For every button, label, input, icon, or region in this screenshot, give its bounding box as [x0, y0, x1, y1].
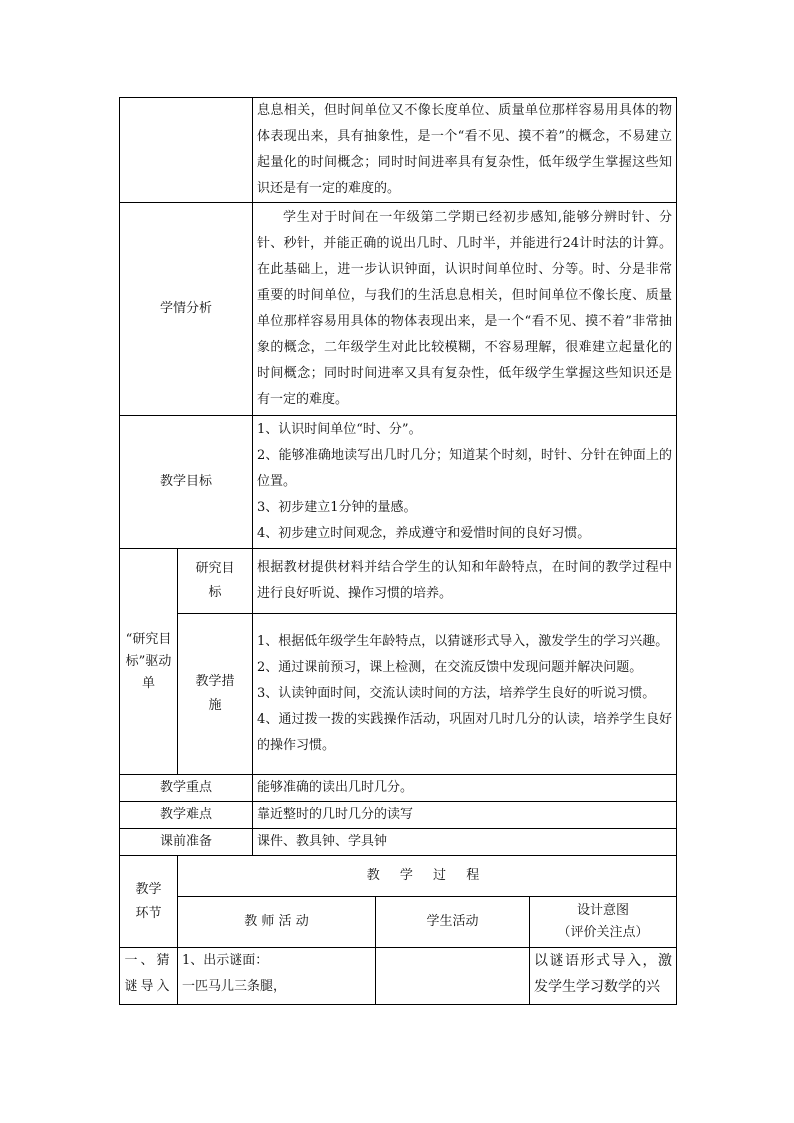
mubiao-row [120, 416, 677, 549]
col-design-note: （评价关注点） [557, 925, 649, 940]
col-design-title: 设计意图 [576, 903, 629, 918]
intro-label-cell [120, 98, 253, 203]
stage1-row [120, 948, 677, 1005]
stage1-teacher [178, 948, 376, 1005]
zhongdian-text: 能够准确的读出几时几分。 [253, 775, 677, 802]
yanjiu-measures-list [253, 614, 677, 775]
yanjiu-target-label: 研究目标 [178, 549, 253, 614]
stage1-student [376, 948, 530, 1005]
process-title-row [120, 856, 677, 897]
yanjiu-label: “研究目标”驱动单 [120, 549, 178, 775]
process-title: 教 学 过 程 [178, 856, 677, 897]
nandian-text: 靠近整时的几时几分的读写 [253, 802, 677, 829]
process-columns-row [120, 897, 677, 948]
stage1-design: 以谜语形式导入，激发学生学习数学的兴 [530, 948, 677, 1005]
lesson-plan-table [119, 97, 677, 1005]
intro-continuation-row [120, 98, 677, 203]
mubiao-item: 3、初步建立1分钟的量感。 [257, 500, 417, 515]
xueqing-label: 学情分析 [120, 203, 253, 416]
zhunbei-row [120, 829, 677, 856]
stage-header: 教学环节 [120, 856, 178, 948]
mubiao-item: 4、初步建立时间观念，养成遵守和爱惜时间的良好习惯。 [257, 526, 591, 541]
measure-item: 3、认读钟面时间，交流认读时间的方法，培养学生良好的听说习惯。 [257, 686, 656, 701]
measure-item: 4、通过拨一拨的实践操作活动，巩固对几时几分的认读，培养学生良好的操作习惯。 [257, 712, 672, 753]
stage1-teacher-line: 1、出示谜面： [182, 953, 269, 968]
yanjiu-measures-row [120, 614, 677, 775]
measure-item: 1、根据低年级学生年龄特点，以猜谜形式导入，激发学生的学习兴趣。 [257, 634, 669, 649]
zhongdian-label: 教学重点 [120, 775, 253, 802]
nandian-row [120, 802, 677, 829]
nandian-label: 教学难点 [120, 802, 253, 829]
yanjiu-measures-label: 教学措施 [178, 614, 253, 775]
stage1-name: 一、猜谜导入 [120, 948, 178, 1005]
col-student: 学生活动 [376, 897, 530, 948]
mubiao-list [253, 416, 677, 549]
mubiao-label: 教学目标 [120, 416, 253, 549]
mubiao-item: 1、认识时间单位“时、分”。 [257, 422, 422, 437]
yanjiu-target-row [120, 549, 677, 614]
col-teacher: 教 师 活 动 [178, 897, 376, 948]
measure-item: 2、通过课前预习，课上检测，在交流反馈中发现问题并解决问题。 [257, 660, 643, 675]
xueqing-row [120, 203, 677, 416]
col-design [530, 897, 677, 948]
xueqing-text: 学生对于时间在一年级第二学期已经初步感知,能够分辨时针、分针、秒针，并能正确的说出几时、几时半，并能进行24计时法的计算。在此基础上，进一步认识钟面，认识时间单位时、分等。时、分是非常重要的时间单位，与我们的生活息息相关，但时间单位不像长度、质量单位那样容易用具体的物体表现出来，是一个“看不见、摸不着”非常抽象的概念，二年级学生对此比较模糊，不容易理解，很难建立起量化的时间概念；同时时间进率又具有复杂性，低年级学生掌握这些知识还是有一定的难度。 [253, 203, 677, 416]
zhunbei-label: 课前准备 [120, 829, 253, 856]
zhongdian-row [120, 775, 677, 802]
stage1-teacher-line: 一匹马儿三条腿， [182, 979, 287, 994]
mubiao-item: 2、能够准确地读写出几时几分；知道某个时刻，时针、分针在钟面上的位置。 [257, 448, 672, 489]
intro-text: 息息相关，但时间单位又不像长度单位、质量单位那样容易用具体的物体表现出来，具有抽象性，是一个“看不见、摸不着”的概念，不易建立起量化的时间概念；同时时间进率具有复杂性，低年级学生掌握这些知识还是有一定的难度的。 [253, 98, 677, 203]
zhunbei-text: 课件、教具钟、学具钟 [253, 829, 677, 856]
yanjiu-target-text: 根据教材提供材料并结合学生的认知和年龄特点，在时间的教学过程中进行良好听说、操作习惯的培养。 [253, 549, 677, 614]
